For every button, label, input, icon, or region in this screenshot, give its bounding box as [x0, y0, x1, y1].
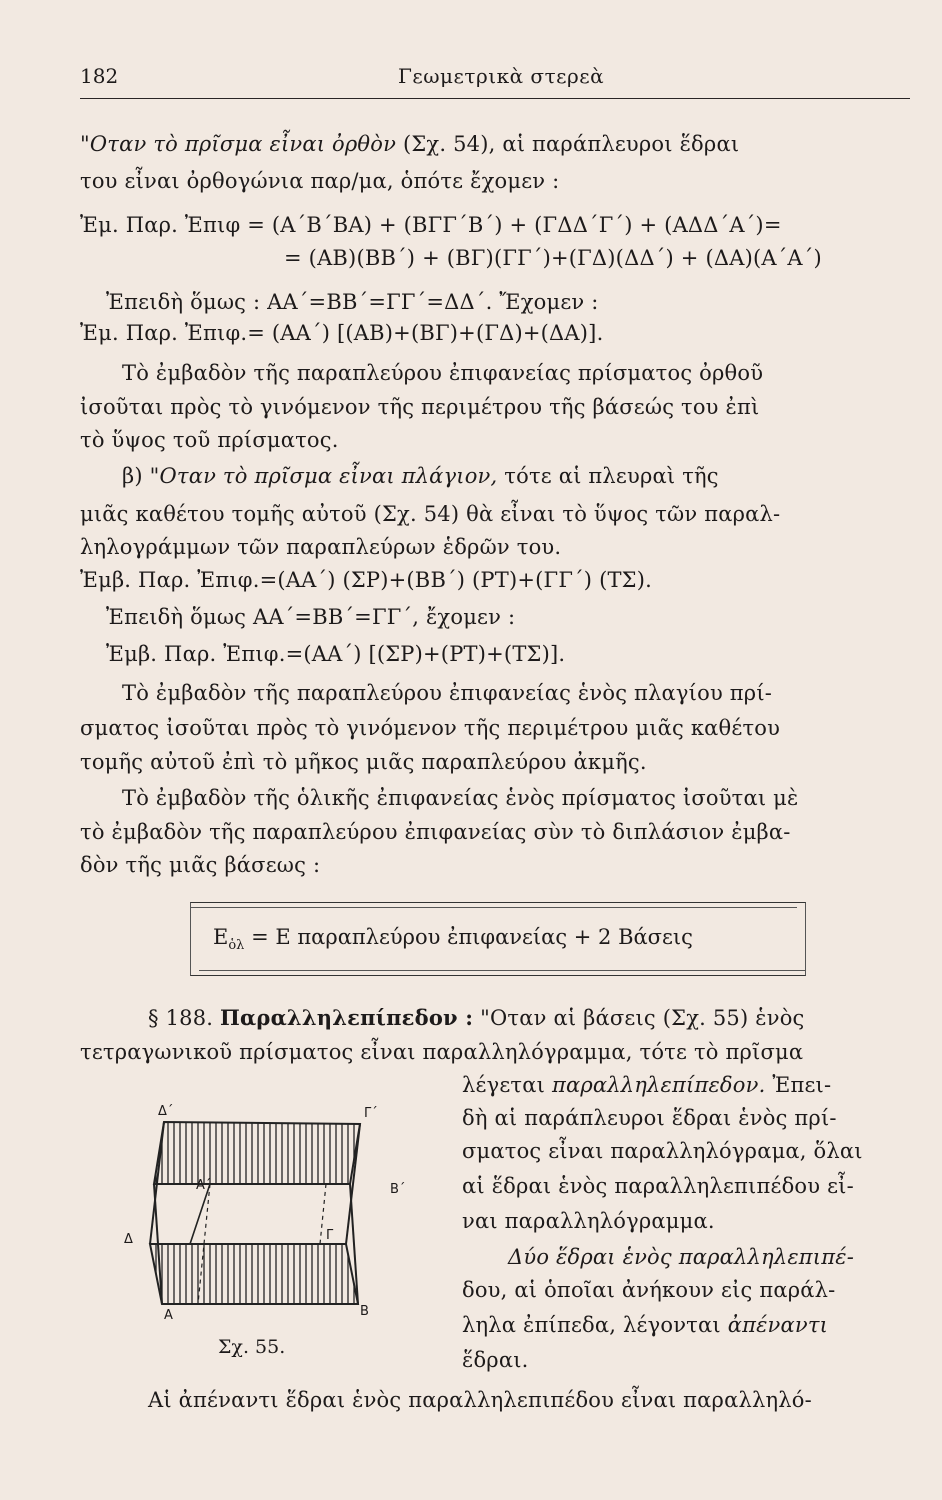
- vertex-label: Γ: [326, 1228, 334, 1243]
- vertex-label: Β: [360, 1304, 369, 1319]
- text-line: "Οταν τὸ πρῖσμα εἶναι ὀρθὸν (Σχ. 54), αἱ παράπλευροι ἕδραι: [80, 132, 740, 156]
- text-line: Δύο ἕδραι ἑνὸς παραλληλεπιπέ-: [508, 1245, 855, 1269]
- running-title: Γεωμετρικὰ στερεὰ: [398, 64, 605, 88]
- page-header: [80, 62, 910, 99]
- text-line: δὸν τῆς μιᾶς βάσεως :: [80, 853, 321, 877]
- page-number: 182: [80, 64, 119, 88]
- vertex-label: Δ: [124, 1232, 133, 1247]
- text-line: Ἐμ. Παρ. Ἐπιφ = (Α΄Β΄ΒΑ) + (ΒΓΓ΄Β΄) + (ΓΔΔ΄Γ΄) + (ΑΔΔ΄Α΄)=: [80, 213, 782, 237]
- vertex-label: Δ΄: [158, 1104, 174, 1119]
- italic-term: παραλληλεπίπεδον.: [551, 1073, 766, 1097]
- text-line: τετραγωνικοῦ πρίσματος εἶναι παραλληλόγραμμα, τότε τὸ πρῖσμα: [80, 1040, 804, 1064]
- parallelepiped-drawing: [112, 1098, 424, 1338]
- formula-box: [190, 902, 806, 976]
- text-line: δὴ αἱ παράπλευροι ἕδραι ἑνὸς πρί-: [462, 1106, 837, 1130]
- text-line: Ἐμ. Παρ. Ἐπιφ.= (ΑΑ΄) [(ΑΒ)+(ΒΓ)+(ΓΔ)+(ΔΑ)].: [80, 321, 604, 345]
- text-line: = (ΑΒ)(ΒΒ΄) + (ΒΓ)(ΓΓ΄)+(ΓΔ)(ΔΔ΄) + (ΔΑ)(Α΄Α΄): [284, 246, 822, 270]
- bottom-face: [150, 1244, 358, 1304]
- text-line: Ἐμβ. Παρ. Ἐπιφ.=(ΑΑ΄) (ΣΡ)+(ΒΒ΄) (ΡΤ)+(ΓΓ΄) (ΤΣ).: [80, 568, 652, 592]
- text-line: λέγεται παραλληλεπίπεδον. Ἐπει-: [462, 1073, 832, 1097]
- text-line: τὸ ὕψος τοῦ πρίσματος.: [80, 428, 339, 452]
- vertex-label: Α: [164, 1308, 173, 1323]
- text-line: Τὸ ἐμβαδὸν τῆς ὁλικῆς ἐπιφανείας ἑνὸς πρίσματος ἰσοῦται μὲ: [122, 786, 799, 810]
- text-line: ναι παραλληλόγραμμα.: [462, 1209, 715, 1233]
- text-line: τομῆς αὐτοῦ ἐπὶ τὸ μῆκος μιᾶς παραπλεύρου ἀκμῆς.: [80, 750, 647, 774]
- text-line: Ἐμβ. Παρ. Ἐπιφ.=(ΑΑ΄) [(ΣΡ)+(ΡΤ)+(ΤΣ)].: [106, 642, 566, 666]
- text-line: ληλογράμμων τῶν παραπλεύρων ἑδρῶν του.: [80, 535, 562, 559]
- text-line: Ἐπειδὴ ὅμως : ΑΑ΄=ΒΒ΄=ΓΓ΄=ΔΔ΄. Ἔχομεν :: [106, 290, 599, 314]
- italic-phrase: "Οταν τὸ πρῖσμα εἶναι ὀρθὸν: [80, 132, 397, 156]
- text-line: Ἐπειδὴ ὅμως ΑΑ΄=ΒΒ΄=ΓΓ΄, ἔχομεν :: [106, 605, 516, 629]
- figure-parallelepiped: [112, 1098, 424, 1368]
- text-line: σματος εἶναι παραλληλόγραμα, ὅλαι: [462, 1139, 863, 1163]
- italic-phrase: "Οταν τὸ πρῖσμα εἶναι πλάγιον,: [149, 464, 498, 488]
- vertex-label: Α΄: [196, 1178, 212, 1193]
- text-line: ληλα ἐπίπεδα, λέγονται ἀπέναντι: [462, 1313, 829, 1337]
- text-line: Τὸ ἐμβαδὸν τῆς παραπλεύρου ἐπιφανείας πρίσματος ὀρθοῦ: [122, 361, 764, 385]
- text-line: β) "Οταν τὸ πρῖσμα εἶναι πλάγιον, τότε αἱ πλευραὶ τῆς: [122, 464, 719, 488]
- text-line: μιᾶς καθέτου τομῆς αὐτοῦ (Σχ. 54) θὰ εἶναι τὸ ὕψος τῶν παραλ-: [80, 502, 781, 526]
- figure-caption: Σχ. 55.: [218, 1336, 286, 1358]
- text-line: ἕδραι.: [462, 1348, 529, 1372]
- vertex-label: Γ΄: [364, 1106, 378, 1121]
- text-line: δου, αἱ ὁποῖαι ἀνήκουν εἰς παράλ-: [462, 1278, 836, 1302]
- text-line: ἰσοῦται πρὸς τὸ γινόμενον τῆς περιμέτρου τῆς βάσεώς του ἐπὶ: [80, 395, 760, 419]
- section-title: Παραλληλεπίπεδον :: [220, 1005, 474, 1030]
- italic-term: ἀπέναντι: [727, 1313, 829, 1337]
- text-line: τὸ ἐμβαδὸν τῆς παραπλεύρου ἐπιφανείας σὺν τὸ διπλάσιον ἐμβα-: [80, 820, 791, 844]
- text-line: του εἶναι ὀρθογώνια παρ/μα, ὁπότε ἔχομεν :: [80, 169, 560, 193]
- total-surface-formula: $E_{ὁ\lambda} = E$ παραπλεύρου ἐπιφανείας + 2 Βάσεις: [213, 925, 693, 954]
- text-line: σματος ἰσοῦται πρὸς τὸ γινόμενον τῆς περιμέτρου μιᾶς καθέτου: [80, 716, 781, 740]
- vertex-label: Β΄: [390, 1182, 406, 1197]
- section-heading: § 188. Παραλληλεπίπεδον : "Οταν αἱ βάσεις (Σχ. 55) ἑνὸς: [148, 1005, 805, 1030]
- text-line: Αἱ ἀπέναντι ἕδραι ἑνὸς παραλληλεπιπέδου εἶναι παραλληλό-: [148, 1388, 812, 1412]
- top-face: [154, 1122, 360, 1184]
- text-line: Τὸ ἐμβαδὸν τῆς παραπλεύρου ἐπιφανείας ἑνὸς πλαγίου πρί-: [122, 681, 773, 705]
- text-line: αἱ ἕδραι ἑνὸς παραλληλεπιπέδου εἶ-: [462, 1174, 854, 1198]
